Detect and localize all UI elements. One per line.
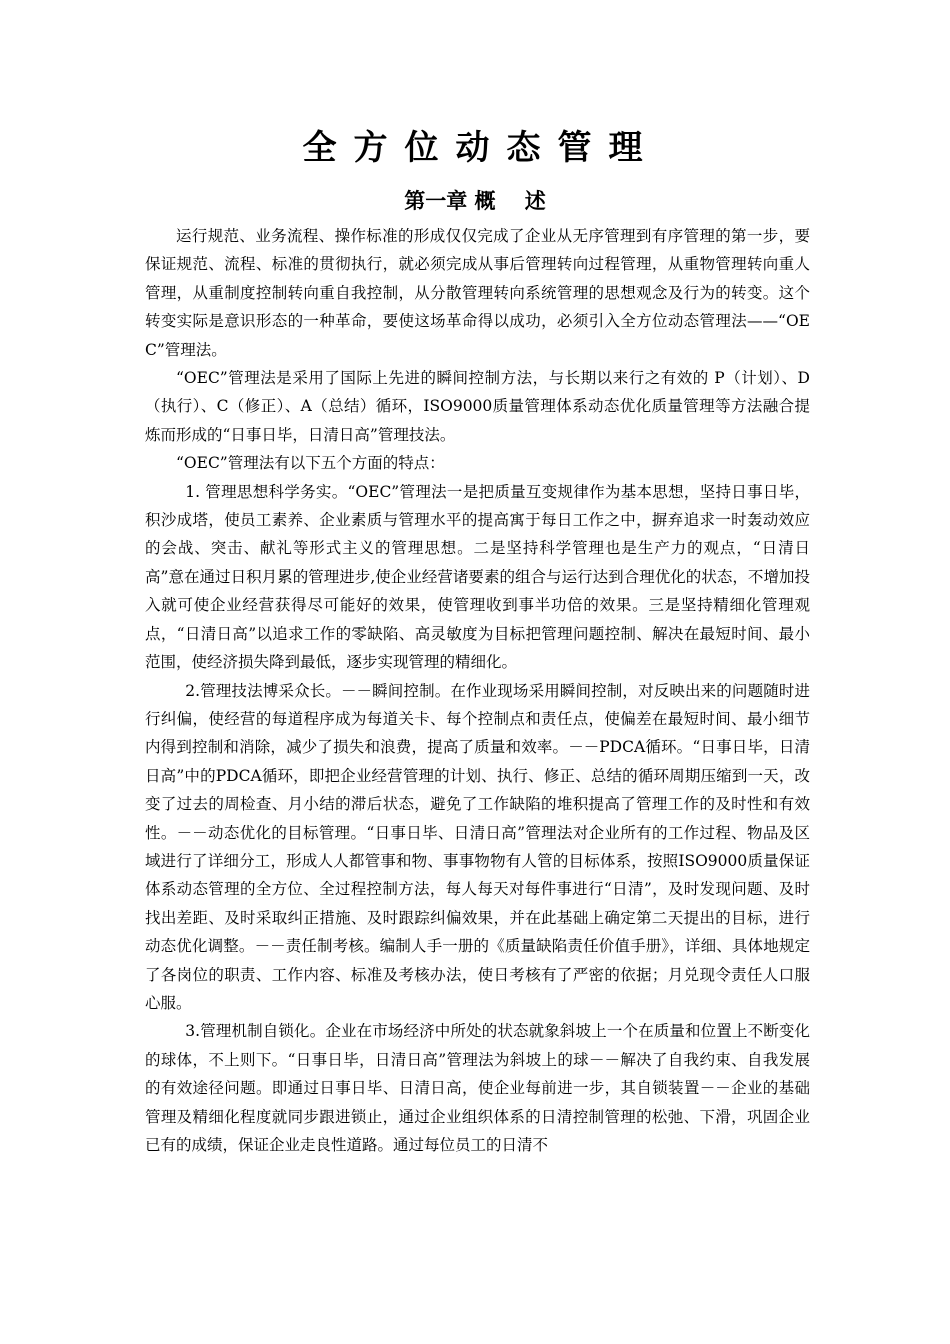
feature-2-paragraph: 2.管理技法博采众长。－－瞬间控制。在作业现场采用瞬间控制，对反映出来的问题随时进行纠偏，使经营的每道程序成为每道关卡、每个控制点和责任点，使偏差在最短时间、最小细节内得到控制和消除，减少了损失和浪费，提高了质量和效率。－－PDCA循环。“日事日毕，日清日高”中的PDCA循环，即把企业经营管理的计划、执行、修正、总结的循环周期压缩到一天，改变了过去的周检查、月小结的滞后状态，避免了工作缺陷的堆积提高了管理工作的及时性和有效性。－－动态优化的目标管理。“日事日毕、日清日高”管理法对企业所有的工作过程、物品及区域进行了详细分工，形成人人都管事和物、事事物物有人管的目标体系，按照ISO9000质量保证体系动态管理的全方位、全过程控制方法，每人每天对每件事进行“日清”，及时发现问题、及时找出差距、及时采取纠正措施、及时跟踪纠偏效果，并在此基础上确定第二天提出的目标，进行动态优化调整。－－责任制考核。编制人手一册的《质量缺陷责任价值手册》，详细、具体地规定了各岗位的职责、工作内容、标准及考核办法，使日考核有了严密的依据；月兑现令责任人口服心服。 <box>145 681 810 1012</box>
chapter-heading: 第一章 概 述 <box>404 189 546 213</box>
features-intro-paragraph: “OEC”管理法有以下五个方面的特点： <box>176 454 445 473</box>
document-body <box>145 222 810 1159</box>
document-title: 全方位动态管理 <box>302 128 660 168</box>
oec-definition-paragraph: “OEC”管理法是采用了国际上先进的瞬间控制方法，与长期以来行之有效的 P（计划）、D（执行）、C（修正）、A（总结）循环，ISO9000质量管理体系动态优化质量管理等方法融合提炼而形成的“日事日毕，日清日高”管理技法。 <box>145 369 810 444</box>
intro-paragraph: 运行规范、业务流程、操作标准的形成仅仅完成了企业从无序管理到有序管理的第一步，要保证规范、流程、标准的贯彻执行，就必须完成从事后管理转向过程管理，从重物管理转向重人管理，从重制度控制转向重自我控制，从分散管理转向系统管理的思想观念及行为的转变。这个转变实际是意识形态的一种革命，要使这场革命得以成功，必须引入全方位动态管理法——“OEC”管理法。 <box>145 227 810 359</box>
feature-3-paragraph: 3.管理机制自锁化。企业在市场经济中所处的状态就象斜坡上一个在质量和位置上不断变化的球体，不上则下。“日事日毕，日清日高”管理法为斜坡上的球－－解决了自我约束、自我发展的有效途径问题。即通过日事日毕、日清日高，使企业每前进一步，其自锁装置－－企业的基础管理及精细化程度就同步跟进锁止，通过企业组织体系的日清控制管理的松弛、下滑，巩固企业已有的成绩，保证企业走良性道路。通过每位员工的日清不 <box>145 1022 810 1154</box>
feature-1-paragraph: 1. 管理思想科学务实。“OEC”管理法一是把质量互变规律作为基本思想，坚持日事日毕，积沙成塔，使员工素养、企业素质与管理水平的提高寓于每日工作之中，摒弃追求一时轰动效应的会战、突击、献礼等形式主义的管理思想。二是坚持科学管理也是生产力的观点，“日清日高”意在通过日积月累的管理进步,使企业经营诸要素的组合与运行达到合理优化的状态，不增加投入就可使企业经营获得尽可能好的效果，使管理收到事半功倍的效果。三是坚持精细化管理观点，“日清日高”以追求工作的零缺陷、高灵敏度为目标把管理问题控制、解决在最短时间、最小范围，使经济损失降到最低，逐步实现管理的精细化。 <box>145 482 810 672</box>
